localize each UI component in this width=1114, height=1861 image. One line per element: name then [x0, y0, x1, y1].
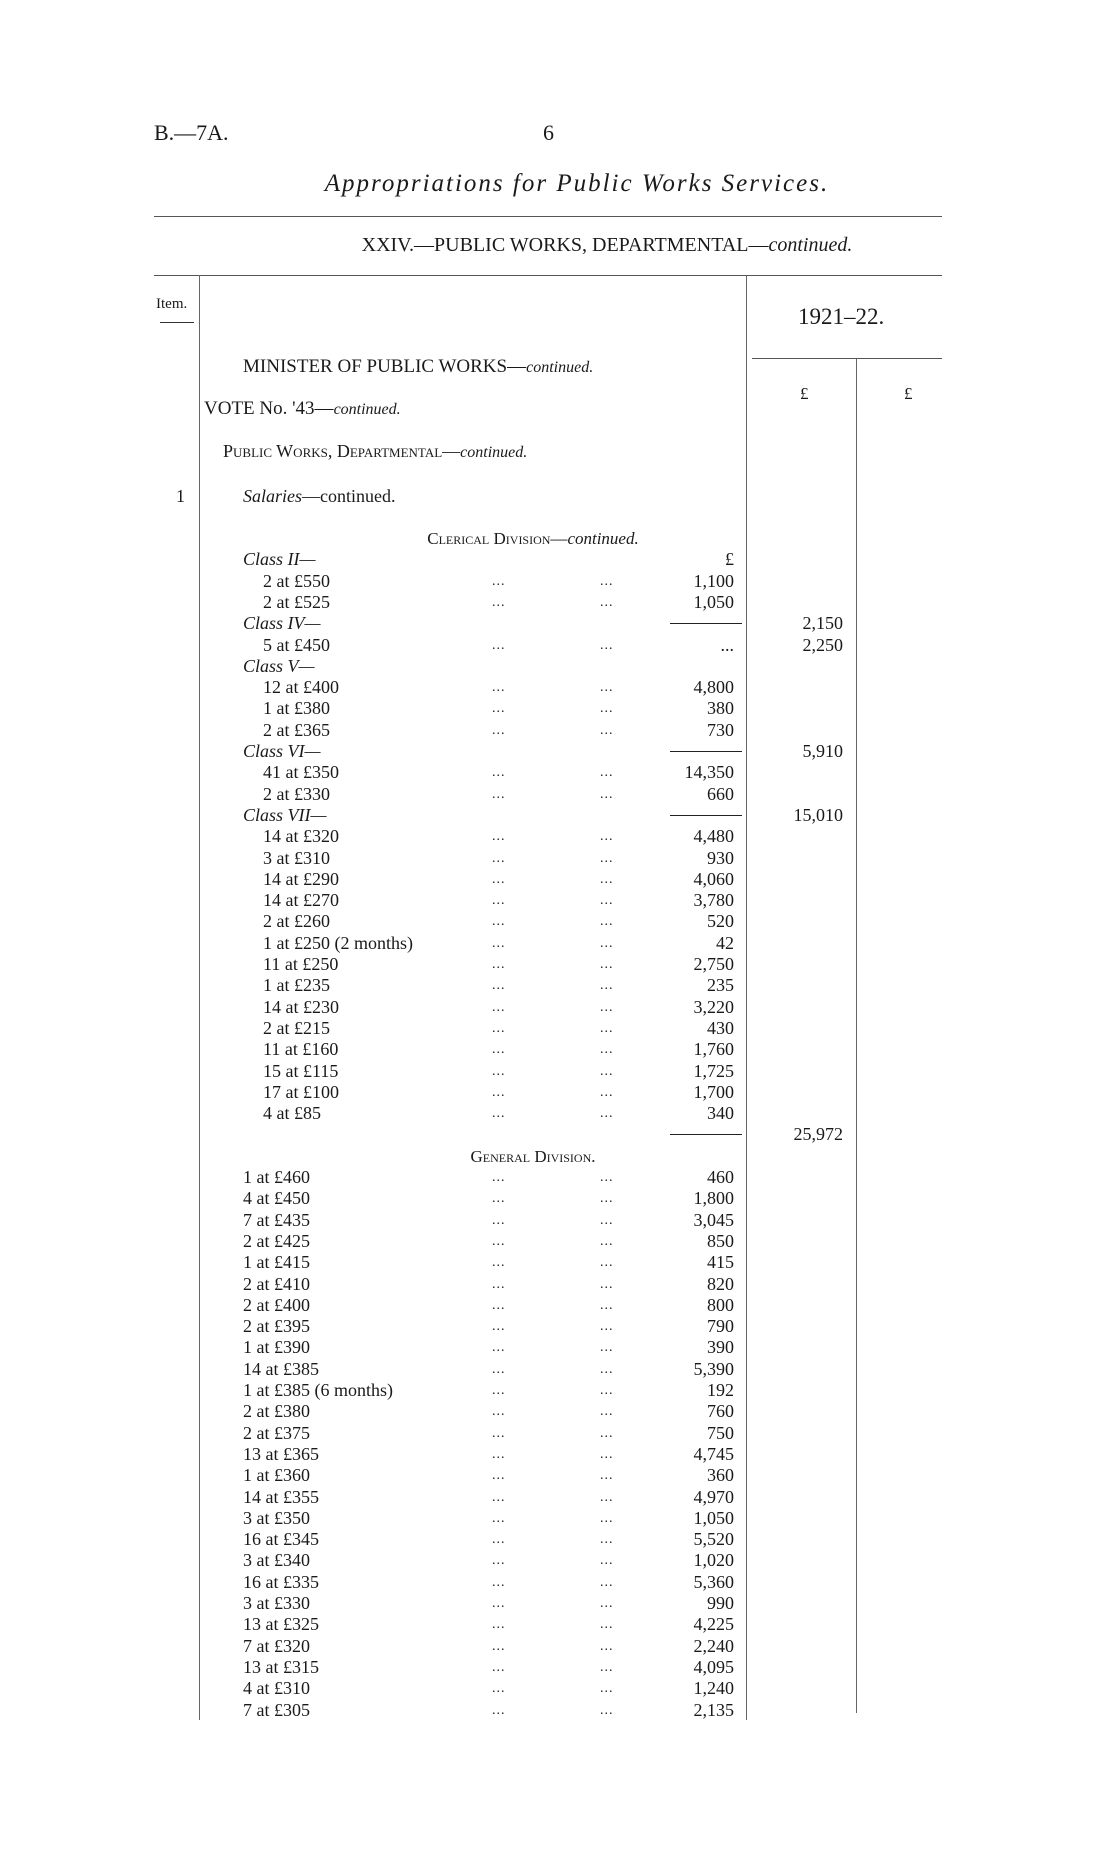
leader-dots: ... [600, 637, 614, 653]
row-label: 3 at £330 [243, 1593, 310, 1613]
leader-dots: ... [600, 1020, 614, 1036]
row-label: 11 at £250 [263, 954, 339, 974]
row-label: 4 at £85 [263, 1103, 321, 1124]
row-label: 3 at £340 [243, 1550, 310, 1571]
row-label: 7 at £305 [243, 1699, 310, 1720]
leader-dots: ... [600, 1510, 614, 1526]
leader-dots: ... [492, 1063, 506, 1079]
leader-dots: ... [492, 1596, 506, 1611]
division-heading-row [0, 528, 1114, 549]
leader-dots: ... [492, 1042, 506, 1058]
row-label: 16 at £345 [243, 1529, 319, 1550]
row-label: 2 at £395 [243, 1316, 310, 1337]
amount-cell: 2,135 [693, 1699, 734, 1720]
table-row [0, 720, 1114, 741]
divider [154, 275, 942, 276]
leader-dots: ... [600, 1212, 614, 1228]
amount-cell: 4,745 [693, 1443, 734, 1464]
table-row [0, 1082, 1114, 1103]
leader-dots: ... [492, 1404, 506, 1420]
table-row [0, 1487, 1114, 1508]
table-row [0, 635, 1114, 656]
table-row [0, 1678, 1114, 1699]
row-label: 1 at £415 [243, 1252, 310, 1273]
row-label: 13 at £325 [243, 1614, 319, 1635]
item-number: 1 [176, 486, 185, 506]
row-label: 3 at £350 [243, 1507, 310, 1528]
table-row [0, 1231, 1114, 1252]
leader-dots: ... [600, 1255, 614, 1271]
division-title: Clerical Division—continued. [427, 529, 639, 548]
continued-label: continued. [567, 529, 639, 548]
row-label: 13 at £315 [243, 1656, 319, 1677]
amount-cell: 820 [707, 1273, 734, 1294]
leader-dots: ... [492, 1383, 506, 1398]
table-row [0, 1337, 1114, 1358]
leader-dots: ... [492, 1233, 506, 1249]
leader-dots: ... [492, 1276, 506, 1292]
table-row [0, 784, 1114, 805]
row-label: Class V— [243, 655, 315, 676]
table-row [0, 1167, 1114, 1188]
leader-dots: ... [600, 573, 614, 589]
row-label: 1 at £385 (6 months) [243, 1380, 393, 1400]
currency-label-left: £ [800, 384, 809, 403]
amount-cell: 390 [707, 1337, 734, 1358]
minister-heading [243, 356, 593, 378]
table-row [0, 1061, 1114, 1082]
amount-cell: 340 [707, 1103, 734, 1124]
amount-cell: 750 [707, 1422, 734, 1443]
table-row [0, 1018, 1114, 1039]
table-row [0, 1508, 1114, 1529]
amount-cell: 1,800 [693, 1188, 734, 1209]
leader-dots: ... [492, 1532, 506, 1548]
table-row [0, 911, 1114, 932]
subtotal-cell: 2,250 [802, 634, 843, 655]
row-label: 14 at £385 [243, 1358, 319, 1379]
amount-cell: 930 [707, 847, 734, 868]
item-column-header: Item. [156, 296, 188, 312]
amount-cell: 415 [707, 1252, 734, 1273]
amount-cell: 3,045 [693, 1209, 734, 1230]
amount-cell: 42 [716, 932, 734, 953]
leader-dots: ... [600, 1361, 614, 1377]
leader-dots: ... [600, 1446, 614, 1462]
table-row [0, 1039, 1114, 1060]
leader-dots: ... [600, 871, 614, 887]
table-row [0, 571, 1114, 592]
table-row [0, 1657, 1114, 1678]
amount-cell: 730 [707, 719, 734, 740]
leader-dots: ... [492, 573, 506, 589]
amount-cell: 850 [707, 1230, 734, 1251]
leader-dots: ... [600, 1617, 614, 1633]
leader-dots: ... [492, 1510, 506, 1526]
leader-dots: ... [492, 594, 506, 610]
division-title: General Division. [470, 1146, 596, 1166]
minister-continued: continued. [526, 359, 594, 376]
leader-dots: ... [600, 1553, 614, 1569]
leader-dots: ... [492, 829, 506, 845]
leader-dots: ... [492, 1659, 506, 1675]
row-label: 4 at £450 [243, 1188, 310, 1209]
vote-title: VOTE No. '43— [204, 398, 334, 419]
table-row [0, 954, 1114, 975]
department-continued: continued. [460, 444, 528, 461]
table-row [0, 1465, 1114, 1486]
class-heading-row [0, 613, 1114, 634]
table-row [0, 1529, 1114, 1550]
leader-dots: ... [492, 765, 506, 781]
leader-dots: ... [492, 1638, 506, 1654]
section-title: XXIV.—PUBLIC WORKS, DEPARTMENTAL— [361, 234, 769, 256]
document-reference: B.—7A. [154, 120, 229, 145]
leader-dots: ... [492, 1446, 506, 1462]
table-row [0, 1274, 1114, 1295]
row-label: 3 at £310 [263, 847, 330, 868]
item-header-rule [160, 322, 194, 323]
subtotal-cell: 15,010 [793, 804, 843, 825]
table-row [0, 1423, 1114, 1444]
table-row [0, 1550, 1114, 1571]
row-label: 2 at £375 [243, 1422, 310, 1443]
row-label: 1 at £360 [243, 1465, 310, 1486]
table-row [0, 1380, 1114, 1401]
amount-cell: 1,725 [693, 1060, 734, 1081]
table-row [0, 1614, 1114, 1635]
table-row [0, 890, 1114, 911]
amount-cell: 800 [707, 1294, 734, 1315]
table-row [0, 1444, 1114, 1465]
leader-dots: ... [492, 1255, 506, 1271]
amount-cell: 1,240 [693, 1678, 734, 1699]
amount-cell: 380 [707, 698, 734, 719]
leader-dots: ... [492, 1425, 506, 1441]
amount-cell: 1,700 [693, 1081, 734, 1102]
leader-dots: ... [492, 1702, 506, 1718]
amount-cell: 430 [707, 1017, 734, 1038]
leader-dots: ... [600, 722, 614, 738]
amount-cell: 1,020 [693, 1550, 734, 1571]
leader-dots: ... [492, 893, 506, 909]
leader-dots: ... [600, 1340, 614, 1356]
amount-cell: 990 [707, 1593, 734, 1613]
table-row [0, 933, 1114, 954]
leader-dots: ... [600, 1468, 614, 1484]
salaries-continued: —continued. [302, 486, 396, 506]
table-row [0, 1295, 1114, 1316]
salaries-heading [243, 486, 396, 507]
leader-dots: ... [492, 1681, 506, 1697]
row-label: 14 at £290 [263, 868, 339, 889]
leader-dots: ... [600, 999, 614, 1015]
leader-dots: ... [492, 786, 506, 802]
subtotal-cell: 5,910 [802, 741, 843, 761]
leader-dots: ... [492, 1361, 506, 1377]
leader-dots: ... [492, 850, 506, 866]
leader-dots: ... [600, 1233, 614, 1249]
leader-dots: ... [600, 701, 614, 717]
leader-dots: ... [600, 765, 614, 781]
table-row [0, 1401, 1114, 1422]
row-label: Class II— [243, 549, 316, 570]
leader-dots: ... [600, 914, 614, 930]
leader-dots: ... [492, 1617, 506, 1633]
leader-dots: ... [600, 680, 614, 696]
row-label: 1 at £390 [243, 1337, 310, 1358]
leader-dots: ... [600, 1681, 614, 1697]
table-row [0, 1359, 1114, 1380]
leader-dots: ... [492, 871, 506, 887]
amount-cell: 5,390 [693, 1358, 734, 1379]
leader-dots: ... [492, 1212, 506, 1228]
amount-cell: ... [720, 634, 734, 655]
row-label: 2 at £215 [263, 1017, 330, 1038]
amount-cell: 4,800 [693, 677, 734, 698]
leader-dots: ... [600, 850, 614, 866]
table-row [0, 1700, 1114, 1721]
leader-dots: ... [600, 829, 614, 845]
row-label: 14 at £270 [263, 890, 339, 911]
leader-dots: ... [492, 1489, 506, 1505]
leader-dots: ... [600, 1191, 614, 1207]
currency-label-right: £ [904, 384, 913, 403]
leader-dots: ... [600, 1170, 614, 1185]
table-row [0, 677, 1114, 698]
subtotal-rule [670, 815, 742, 816]
row-label: 13 at £365 [243, 1443, 319, 1464]
table-row [0, 1572, 1114, 1593]
section-continued: continued. [768, 234, 853, 256]
leader-dots: ... [600, 978, 614, 994]
leader-dots: ... [600, 1042, 614, 1058]
row-label: 11 at £160 [263, 1039, 339, 1060]
amount-cell: 1,760 [693, 1039, 734, 1060]
row-label: 41 at £350 [263, 762, 339, 783]
department-title: Public Works, Departmental— [223, 441, 461, 461]
amount-cell: 660 [707, 783, 734, 804]
leader-dots: ... [600, 1063, 614, 1079]
row-label: 5 at £450 [263, 634, 330, 655]
class-heading-row [0, 741, 1114, 762]
amount-cell: 3,220 [693, 996, 734, 1017]
row-label: 2 at £400 [243, 1294, 310, 1315]
amount-cell: 4,095 [693, 1656, 734, 1677]
leader-dots: ... [492, 1170, 506, 1185]
leader-dots: ... [492, 722, 506, 738]
subtotal-rule [670, 751, 742, 752]
table-row [0, 997, 1114, 1018]
leader-dots: ... [492, 701, 506, 717]
row-label: 7 at £320 [243, 1635, 310, 1656]
division-heading-row [0, 1146, 1114, 1167]
row-label: 1 at £460 [243, 1167, 310, 1187]
amount-cell: 4,480 [693, 826, 734, 847]
amount-cell: 4,970 [693, 1486, 734, 1507]
leader-dots: ... [600, 1276, 614, 1292]
table-row [0, 1316, 1114, 1337]
subtotal-rule [670, 1134, 742, 1135]
leader-dots: ... [492, 1319, 506, 1335]
leader-dots: ... [600, 1319, 614, 1335]
leader-dots: ... [492, 914, 506, 930]
amount-cell: 5,520 [693, 1529, 734, 1550]
table-row [0, 1636, 1114, 1657]
row-label: 7 at £435 [243, 1209, 310, 1230]
amount-cell: 4,225 [693, 1614, 734, 1635]
leader-dots: ... [492, 680, 506, 696]
amount-cell: 235 [707, 975, 734, 996]
table-row [0, 826, 1114, 847]
leader-dots: ... [492, 1191, 506, 1207]
minister-title: MINISTER OF PUBLIC WORKS— [243, 356, 527, 377]
leader-dots: ... [492, 1574, 506, 1590]
leader-dots: ... [600, 957, 614, 972]
page-number: 6 [543, 120, 554, 145]
row-label: 2 at £410 [243, 1273, 310, 1294]
leader-dots: ... [492, 1020, 506, 1036]
row-label: 14 at £355 [243, 1486, 319, 1507]
amount-cell: 2,750 [693, 954, 734, 974]
table-row [0, 869, 1114, 890]
leader-dots: ... [600, 1383, 614, 1398]
table-row [0, 1188, 1114, 1209]
table-row [0, 975, 1114, 996]
leader-dots: ... [600, 594, 614, 610]
leader-dots: ... [600, 1702, 614, 1718]
salaries-title: Salaries [243, 486, 303, 506]
row-label: 1 at £380 [263, 698, 330, 719]
row-label: 4 at £310 [243, 1678, 310, 1699]
amount-cell: 520 [707, 911, 734, 932]
divider [154, 216, 942, 217]
amount-cell: 790 [707, 1316, 734, 1337]
leader-dots: ... [492, 1340, 506, 1356]
amount-cell: 5,360 [693, 1571, 734, 1592]
vote-heading [204, 398, 401, 420]
row-label: Class IV— [243, 613, 321, 634]
amount-cell: 760 [707, 1401, 734, 1422]
row-label: 12 at £400 [263, 677, 339, 698]
leader-dots: ... [600, 1532, 614, 1548]
leader-dots: ... [492, 1468, 506, 1484]
class-heading-row [0, 549, 1114, 570]
subtotal-cell: 25,972 [793, 1124, 843, 1145]
row-label: 15 at £115 [263, 1060, 339, 1081]
amount-cell: 192 [707, 1380, 734, 1400]
leader-dots: ... [492, 999, 506, 1015]
row-label: 2 at £550 [263, 570, 330, 591]
row-label: 16 at £335 [243, 1571, 319, 1592]
leader-dots: ... [600, 935, 614, 951]
table-row [0, 1124, 1114, 1145]
row-label: 1 at £250 (2 months) [263, 932, 413, 953]
row-label: 14 at £320 [263, 826, 339, 847]
amount-cell: 360 [707, 1465, 734, 1486]
amount-cell: 1,100 [693, 570, 734, 591]
amount-cell: 3,780 [693, 890, 734, 911]
row-label: 2 at £260 [263, 911, 330, 932]
row-label: 17 at £100 [263, 1081, 339, 1102]
vote-continued: continued. [333, 401, 401, 418]
year-column-header: 1921–22. [798, 304, 885, 329]
leader-dots: ... [600, 1297, 614, 1313]
row-label: 2 at £330 [263, 783, 330, 804]
leader-dots: ... [600, 1574, 614, 1590]
leader-dots: ... [492, 1106, 506, 1122]
table-row [0, 592, 1114, 613]
row-label: Class VI— [243, 741, 321, 761]
leader-dots: ... [600, 1638, 614, 1654]
table-row [0, 762, 1114, 783]
page-title: Appropriations for Public Works Services. [324, 170, 830, 197]
leader-dots: ... [600, 1084, 614, 1100]
leader-dots: ... [600, 1106, 614, 1122]
leader-dots: ... [600, 786, 614, 802]
amount-cell: £ [725, 549, 734, 570]
amount-cell: 460 [707, 1167, 734, 1187]
leader-dots: ... [492, 1297, 506, 1313]
department-heading [223, 441, 527, 462]
amount-cell: 14,350 [684, 762, 734, 783]
leader-dots: ... [492, 1084, 506, 1100]
table-row [0, 698, 1114, 719]
class-heading-row [0, 805, 1114, 826]
leader-dots: ... [492, 978, 506, 994]
row-label: 2 at £380 [243, 1401, 310, 1422]
subtotal-cell: 2,150 [802, 613, 843, 634]
row-label: 2 at £365 [263, 719, 330, 740]
section-heading [0, 234, 1114, 257]
row-label: Class VII— [243, 804, 327, 825]
leader-dots: ... [600, 893, 614, 909]
amount-cell: 1,050 [693, 591, 734, 612]
table-row [0, 1252, 1114, 1273]
amount-cell: 2,240 [693, 1635, 734, 1656]
row-label: 14 at £230 [263, 996, 339, 1017]
leader-dots: ... [600, 1596, 614, 1611]
leader-dots: ... [492, 1553, 506, 1569]
row-label: 2 at £525 [263, 591, 330, 612]
leader-dots: ... [600, 1425, 614, 1441]
leader-dots: ... [492, 637, 506, 653]
amount-cell: 1,050 [693, 1507, 734, 1528]
table-row [0, 1103, 1114, 1124]
year-underline [752, 358, 942, 359]
subtotal-rule [670, 623, 742, 624]
leader-dots: ... [492, 957, 506, 972]
leader-dots: ... [600, 1489, 614, 1505]
leader-dots: ... [492, 935, 506, 951]
row-label: 2 at £425 [243, 1230, 310, 1251]
leader-dots: ... [600, 1659, 614, 1675]
table-row [0, 1593, 1114, 1614]
table-row [0, 848, 1114, 869]
leader-dots: ... [600, 1404, 614, 1420]
row-label: 1 at £235 [263, 975, 330, 996]
table-row [0, 1210, 1114, 1231]
class-heading-row [0, 656, 1114, 677]
amount-cell: 4,060 [693, 868, 734, 889]
